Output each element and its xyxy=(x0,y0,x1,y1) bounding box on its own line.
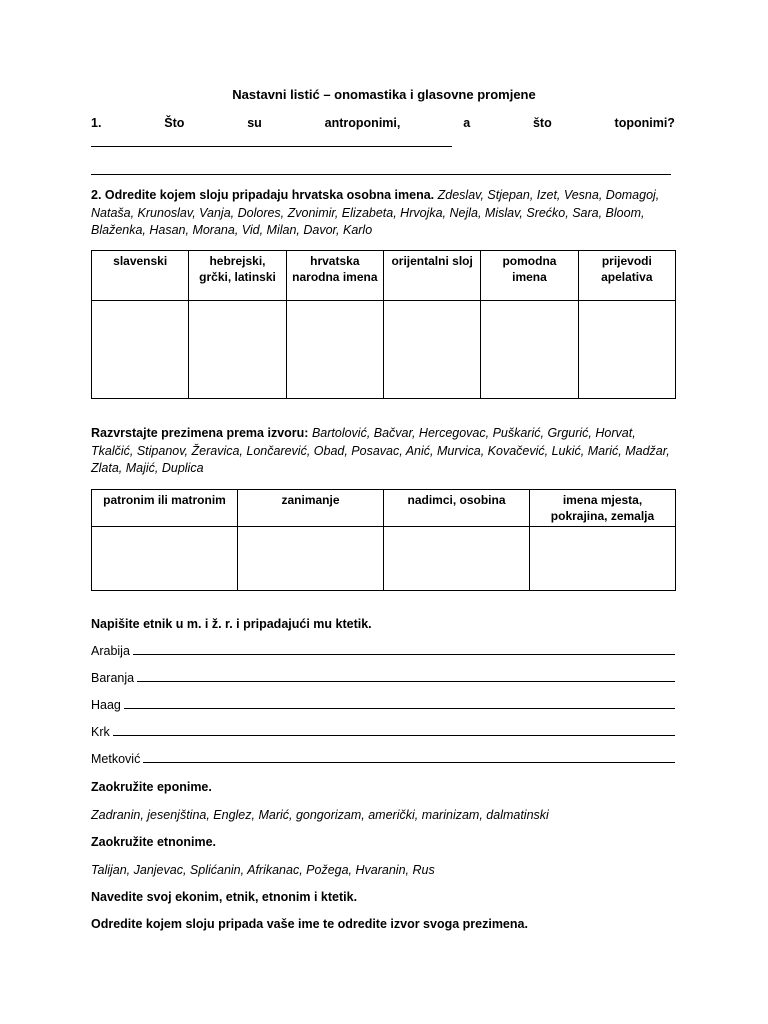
ethnic-row xyxy=(91,671,675,685)
answer-cell[interactable] xyxy=(286,301,383,399)
q1-answer-line[interactable] xyxy=(91,146,452,147)
answer-cell[interactable] xyxy=(578,301,675,399)
answer-cell[interactable] xyxy=(383,301,480,399)
answer-cell[interactable] xyxy=(92,527,238,591)
answer-cell[interactable] xyxy=(92,301,189,399)
ethnic-row-label: Haag xyxy=(91,698,121,712)
page-title: Nastavni listić – onomastika i glasovne promjene xyxy=(232,87,536,102)
q2-prompt: 2. Odredite kojem sloju pripadaju hrvatska osobna imena. xyxy=(91,188,435,202)
answer-cell[interactable] xyxy=(481,301,578,399)
ethnic-row xyxy=(91,698,675,712)
q1-word: Što xyxy=(164,116,185,130)
column-header: nadimci, osobina xyxy=(384,490,530,527)
q6-prompt: Zaokružite etnonime. xyxy=(91,835,217,849)
ethnic-row-label: Arabija xyxy=(91,644,130,658)
q7-prompt: Navedite svoj ekonim, etnik, etnonim i ktetik. xyxy=(91,890,358,904)
column-header: imena mjesta, pokrajina, zemalja xyxy=(530,490,676,527)
surname-sources-table xyxy=(91,489,676,591)
q1-word: 1. xyxy=(91,116,102,130)
q8-prompt: Odredite kojem sloju pripada vaše ime te odredite izvor svoga prezimena. xyxy=(91,917,528,931)
column-header: patronim ili matronim xyxy=(92,490,238,527)
answer-cell[interactable] xyxy=(238,527,384,591)
column-header: orijentalni sloj xyxy=(383,251,480,301)
q5-prompt: Zaokružite eponime. xyxy=(91,780,212,794)
answer-line[interactable] xyxy=(113,735,675,736)
name-layers-table xyxy=(91,250,676,399)
q1-word: su xyxy=(247,116,262,130)
column-header: hebrejski, grčki, latinski xyxy=(189,251,286,301)
q3-prompt: Razvrstajte prezimena prema izvoru: xyxy=(91,426,309,440)
answer-cell[interactable] xyxy=(384,527,530,591)
q1-word: toponimi? xyxy=(614,116,675,130)
ethnic-row-label: Baranja xyxy=(91,671,135,685)
q3-surnames: Bartolović, Bačvar, Hercegovac, Puškarić, Grgurić, Horvat, Tkalčić, Stipanov, Žeravica, Lončarević, Obad, Posavac, Anić, Murvica, Kovačević, Lukić, Marić, Madžar, Zlata, Majić, Duplica xyxy=(91,426,670,475)
question-1 xyxy=(91,116,675,130)
q1-word: a xyxy=(463,116,471,130)
q2-names: Zdeslav, Stjepan, Izet, Vesna, Domagoj, Nataša, Krunoslav, Vanja, Dolores, Zvonimir, Elizabeta, Hrvojka, Nejla, Mislav, Srećko, Sara, Bloom, Blaženka, Hasan, Morana, Vid, Milan, Davor, Karlo xyxy=(91,188,660,237)
q1-word: antroponimi, xyxy=(324,116,401,130)
ethnic-row xyxy=(91,644,675,658)
answer-cell[interactable] xyxy=(530,527,676,591)
ethnic-row xyxy=(91,752,675,766)
column-header: slavenski xyxy=(92,251,189,301)
ethnic-row xyxy=(91,725,675,739)
answer-line[interactable] xyxy=(124,708,675,709)
q6-words: Talijan, Janjevac, Splićanin, Afrikanac, Požega, Hvaranin, Rus xyxy=(91,863,435,877)
q1-word: što xyxy=(532,116,552,130)
question-3 xyxy=(91,425,681,478)
answer-line[interactable] xyxy=(137,681,675,682)
column-header: pomodna imena xyxy=(481,251,578,301)
column-header: prijevodi apelativa xyxy=(578,251,675,301)
column-header: hrvatska narodna imena xyxy=(286,251,383,301)
ethnic-row-label: Krk xyxy=(91,725,110,739)
question-2 xyxy=(91,187,681,240)
q1-answer-line[interactable] xyxy=(91,174,671,175)
answer-cell[interactable] xyxy=(189,301,286,399)
answer-line[interactable] xyxy=(133,654,675,655)
q4-prompt: Napišite etnik u m. i ž. r. i pripadajući mu ktetik. xyxy=(91,617,372,631)
answer-line[interactable] xyxy=(143,762,675,763)
ethnic-row-label: Metković xyxy=(91,752,141,766)
q5-words: Zadranin, jesenjština, Englez, Marić, gongorizam, američki, marinizam, dalmatinski xyxy=(91,808,549,822)
column-header: zanimanje xyxy=(238,490,384,527)
